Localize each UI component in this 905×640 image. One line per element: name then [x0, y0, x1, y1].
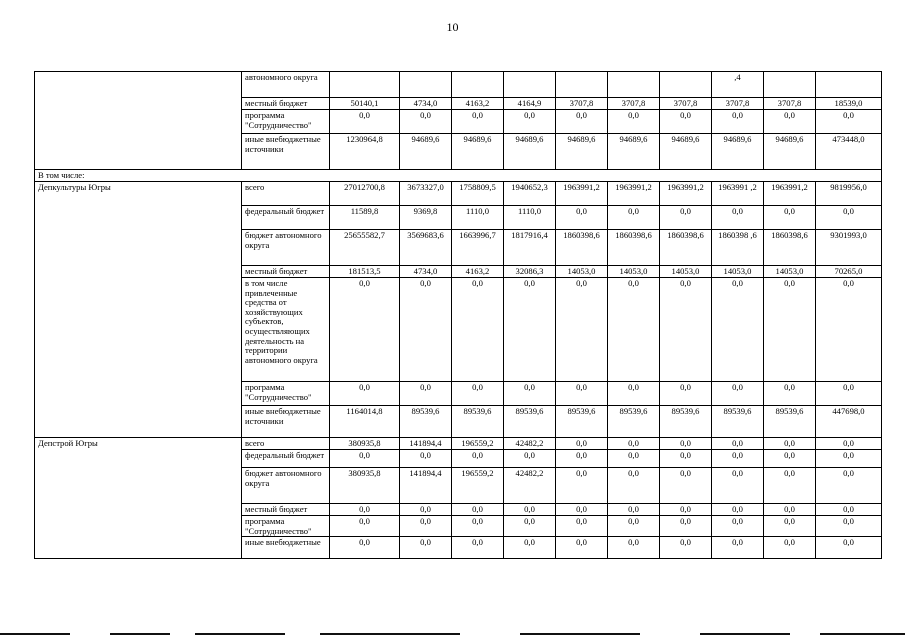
- value-cell: 9301993,0: [816, 230, 882, 266]
- funding-type-cell: местный бюджет: [242, 504, 330, 516]
- value-cell: 4734,0: [400, 98, 452, 110]
- value-cell: 1963991,2: [764, 182, 816, 206]
- value-cell: 181513,5: [330, 266, 400, 278]
- value-cell: 0,0: [330, 537, 400, 559]
- value-cell: 0,0: [764, 382, 816, 406]
- value-cell: 94689,6: [660, 134, 712, 170]
- funding-type-cell: иные внебюджетные источники: [242, 406, 330, 438]
- value-cell: [330, 72, 400, 98]
- value-cell: 4734,0: [400, 266, 452, 278]
- budget-table-body: [35, 72, 882, 559]
- value-cell: 0,0: [816, 537, 882, 559]
- value-cell: ,4: [712, 72, 764, 98]
- value-cell: 1663996,7: [452, 230, 504, 266]
- value-cell: 0,0: [660, 382, 712, 406]
- value-cell: 0,0: [400, 504, 452, 516]
- value-cell: 0,0: [660, 110, 712, 134]
- value-cell: 0,0: [816, 450, 882, 468]
- value-cell: 0,0: [556, 537, 608, 559]
- value-cell: 1860398,6: [608, 230, 660, 266]
- value-cell: 14053,0: [712, 266, 764, 278]
- value-cell: 0,0: [400, 110, 452, 134]
- value-cell: 0,0: [660, 450, 712, 468]
- value-cell: 0,0: [452, 537, 504, 559]
- scan-artifact-line: [520, 633, 640, 635]
- funding-type-cell: бюджет автономного округа: [242, 468, 330, 504]
- value-cell: 0,0: [764, 516, 816, 537]
- page-number: 10: [446, 20, 459, 34]
- value-cell: 0,0: [504, 504, 556, 516]
- value-cell: 0,0: [764, 537, 816, 559]
- value-cell: 196559,2: [452, 468, 504, 504]
- value-cell: 0,0: [400, 382, 452, 406]
- value-cell: 0,0: [712, 278, 764, 382]
- value-cell: 0,0: [556, 382, 608, 406]
- value-cell: 0,0: [816, 382, 882, 406]
- value-cell: 3707,8: [608, 98, 660, 110]
- value-cell: 0,0: [660, 516, 712, 537]
- value-cell: 94689,6: [452, 134, 504, 170]
- value-cell: 14053,0: [764, 266, 816, 278]
- table-row: [35, 72, 882, 98]
- value-cell: 0,0: [608, 382, 660, 406]
- value-cell: 380935,8: [330, 468, 400, 504]
- value-cell: 1963991,2: [608, 182, 660, 206]
- value-cell: 0,0: [504, 382, 556, 406]
- value-cell: 0,0: [330, 516, 400, 537]
- value-cell: 0,0: [330, 450, 400, 468]
- value-cell: 3707,8: [556, 98, 608, 110]
- value-cell: [660, 72, 712, 98]
- scan-artifact-line: [700, 633, 790, 635]
- value-cell: 141894,4: [400, 438, 452, 450]
- value-cell: 1110,0: [452, 206, 504, 230]
- value-cell: 14053,0: [556, 266, 608, 278]
- value-cell: 4163,2: [452, 266, 504, 278]
- value-cell: 1860398,6: [556, 230, 608, 266]
- value-cell: 0,0: [816, 206, 882, 230]
- value-cell: 89539,6: [608, 406, 660, 438]
- value-cell: 0,0: [764, 278, 816, 382]
- org-cell: Депстрой Югры: [35, 438, 242, 559]
- value-cell: 0,0: [452, 504, 504, 516]
- org-cell: Депкультуры Югры: [35, 182, 242, 438]
- value-cell: 94689,6: [504, 134, 556, 170]
- value-cell: 0,0: [330, 278, 400, 382]
- value-cell: 0,0: [400, 450, 452, 468]
- value-cell: 42482,2: [504, 468, 556, 504]
- value-cell: 0,0: [452, 110, 504, 134]
- value-cell: 0,0: [764, 206, 816, 230]
- value-cell: 1963991,2: [556, 182, 608, 206]
- value-cell: 0,0: [504, 450, 556, 468]
- value-cell: 89539,6: [712, 406, 764, 438]
- value-cell: 0,0: [712, 110, 764, 134]
- value-cell: 380935,8: [330, 438, 400, 450]
- value-cell: [452, 72, 504, 98]
- value-cell: 0,0: [712, 537, 764, 559]
- funding-type-cell: в том числе привлеченные средства от хозяйствующих субъектов, осуществляющих деятельность на территории автономного округа: [242, 278, 330, 382]
- value-cell: 0,0: [712, 504, 764, 516]
- value-cell: 0,0: [504, 537, 556, 559]
- value-cell: 50140,1: [330, 98, 400, 110]
- funding-type-cell: всего: [242, 182, 330, 206]
- value-cell: 0,0: [608, 516, 660, 537]
- value-cell: 0,0: [712, 382, 764, 406]
- value-cell: 89539,6: [400, 406, 452, 438]
- funding-type-cell: иные внебюджетные: [242, 537, 330, 559]
- value-cell: 94689,6: [764, 134, 816, 170]
- value-cell: 1860398 ,6: [712, 230, 764, 266]
- section-label: В том числе:: [35, 170, 882, 182]
- value-cell: 0,0: [504, 516, 556, 537]
- value-cell: 1817916,4: [504, 230, 556, 266]
- value-cell: 0,0: [452, 450, 504, 468]
- value-cell: 1860398,6: [764, 230, 816, 266]
- funding-type-cell: бюджет автономного округа: [242, 230, 330, 266]
- value-cell: 3707,8: [660, 98, 712, 110]
- value-cell: 70265,0: [816, 266, 882, 278]
- table-row: [35, 182, 882, 206]
- value-cell: 0,0: [504, 278, 556, 382]
- value-cell: 89539,6: [556, 406, 608, 438]
- table-row: [35, 438, 882, 450]
- value-cell: 0,0: [556, 278, 608, 382]
- value-cell: 0,0: [608, 537, 660, 559]
- value-cell: 0,0: [330, 382, 400, 406]
- value-cell: 0,0: [556, 450, 608, 468]
- value-cell: 0,0: [452, 278, 504, 382]
- value-cell: 0,0: [712, 438, 764, 450]
- value-cell: 196559,2: [452, 438, 504, 450]
- value-cell: 1230964,8: [330, 134, 400, 170]
- value-cell: 0,0: [816, 110, 882, 134]
- value-cell: 0,0: [660, 438, 712, 450]
- value-cell: 0,0: [556, 468, 608, 504]
- value-cell: 89539,6: [764, 406, 816, 438]
- value-cell: 0,0: [400, 537, 452, 559]
- scan-artifact-line: [110, 633, 170, 635]
- value-cell: 0,0: [556, 206, 608, 230]
- scan-artifact-line: [195, 633, 285, 635]
- value-cell: 0,0: [816, 504, 882, 516]
- value-cell: 0,0: [608, 438, 660, 450]
- value-cell: 14053,0: [660, 266, 712, 278]
- value-cell: 94689,6: [608, 134, 660, 170]
- value-cell: 447698,0: [816, 406, 882, 438]
- value-cell: 0,0: [504, 110, 556, 134]
- value-cell: 94689,6: [712, 134, 764, 170]
- value-cell: 0,0: [608, 278, 660, 382]
- value-cell: 0,0: [556, 516, 608, 537]
- value-cell: 0,0: [660, 504, 712, 516]
- value-cell: 0,0: [452, 382, 504, 406]
- funding-type-cell: автономного округа: [242, 72, 330, 98]
- value-cell: 0,0: [400, 278, 452, 382]
- value-cell: 0,0: [764, 110, 816, 134]
- value-cell: 0,0: [608, 206, 660, 230]
- value-cell: 27012700,8: [330, 182, 400, 206]
- funding-type-cell: местный бюджет: [242, 266, 330, 278]
- value-cell: 9819956,0: [816, 182, 882, 206]
- value-cell: 89539,6: [452, 406, 504, 438]
- value-cell: 1860398,6: [660, 230, 712, 266]
- value-cell: 0,0: [608, 504, 660, 516]
- funding-type-cell: программа "Сотрудничество": [242, 110, 330, 134]
- value-cell: 0,0: [764, 468, 816, 504]
- value-cell: 1963991,2: [660, 182, 712, 206]
- value-cell: 0,0: [556, 504, 608, 516]
- value-cell: 473448,0: [816, 134, 882, 170]
- value-cell: 0,0: [816, 278, 882, 382]
- value-cell: 89539,6: [504, 406, 556, 438]
- value-cell: 0,0: [608, 450, 660, 468]
- value-cell: 25655582,7: [330, 230, 400, 266]
- value-cell: 18539,0: [816, 98, 882, 110]
- value-cell: 11589,8: [330, 206, 400, 230]
- value-cell: 1164014,8: [330, 406, 400, 438]
- funding-type-cell: всего: [242, 438, 330, 450]
- value-cell: [400, 72, 452, 98]
- value-cell: 0,0: [816, 468, 882, 504]
- value-cell: 4164,9: [504, 98, 556, 110]
- value-cell: 94689,6: [556, 134, 608, 170]
- section-row: [35, 170, 882, 182]
- value-cell: [764, 72, 816, 98]
- value-cell: 0,0: [452, 516, 504, 537]
- value-cell: [816, 72, 882, 98]
- value-cell: 32086,3: [504, 266, 556, 278]
- budget-table: [34, 71, 882, 559]
- value-cell: 0,0: [764, 450, 816, 468]
- value-cell: [608, 72, 660, 98]
- value-cell: 0,0: [330, 110, 400, 134]
- value-cell: 0,0: [712, 450, 764, 468]
- value-cell: 3707,8: [764, 98, 816, 110]
- value-cell: 0,0: [816, 516, 882, 537]
- value-cell: 141894,4: [400, 468, 452, 504]
- value-cell: 4163,2: [452, 98, 504, 110]
- value-cell: 0,0: [712, 468, 764, 504]
- value-cell: 89539,6: [660, 406, 712, 438]
- scan-artifact-line: [320, 633, 460, 635]
- value-cell: 9369,8: [400, 206, 452, 230]
- value-cell: 0,0: [400, 516, 452, 537]
- value-cell: 0,0: [816, 438, 882, 450]
- value-cell: 0,0: [556, 110, 608, 134]
- value-cell: 1963991 ,2: [712, 182, 764, 206]
- value-cell: 0,0: [608, 468, 660, 504]
- funding-type-cell: программа "Сотрудничество": [242, 382, 330, 406]
- value-cell: 3673327,0: [400, 182, 452, 206]
- value-cell: 3707,8: [712, 98, 764, 110]
- value-cell: [504, 72, 556, 98]
- funding-type-cell: федеральный бюджет: [242, 206, 330, 230]
- value-cell: 0,0: [764, 438, 816, 450]
- value-cell: 0,0: [660, 278, 712, 382]
- value-cell: 0,0: [608, 110, 660, 134]
- scan-artifact-line: [820, 633, 905, 635]
- value-cell: 0,0: [660, 468, 712, 504]
- funding-type-cell: федеральный бюджет: [242, 450, 330, 468]
- value-cell: 94689,6: [400, 134, 452, 170]
- value-cell: 42482,2: [504, 438, 556, 450]
- value-cell: 0,0: [556, 438, 608, 450]
- value-cell: 1110,0: [504, 206, 556, 230]
- value-cell: 0,0: [660, 537, 712, 559]
- value-cell: 1940652,3: [504, 182, 556, 206]
- value-cell: 0,0: [764, 504, 816, 516]
- funding-type-cell: программа "Сотрудничество": [242, 516, 330, 537]
- value-cell: 0,0: [712, 206, 764, 230]
- scan-artifact-line: [0, 633, 70, 635]
- value-cell: 3569683,6: [400, 230, 452, 266]
- funding-type-cell: местный бюджет: [242, 98, 330, 110]
- value-cell: 1758809,5: [452, 182, 504, 206]
- value-cell: 0,0: [660, 206, 712, 230]
- funding-type-cell: иные внебюджетные источники: [242, 134, 330, 170]
- value-cell: [556, 72, 608, 98]
- value-cell: 0,0: [330, 504, 400, 516]
- org-cell: [35, 72, 242, 170]
- value-cell: 0,0: [712, 516, 764, 537]
- value-cell: 14053,0: [608, 266, 660, 278]
